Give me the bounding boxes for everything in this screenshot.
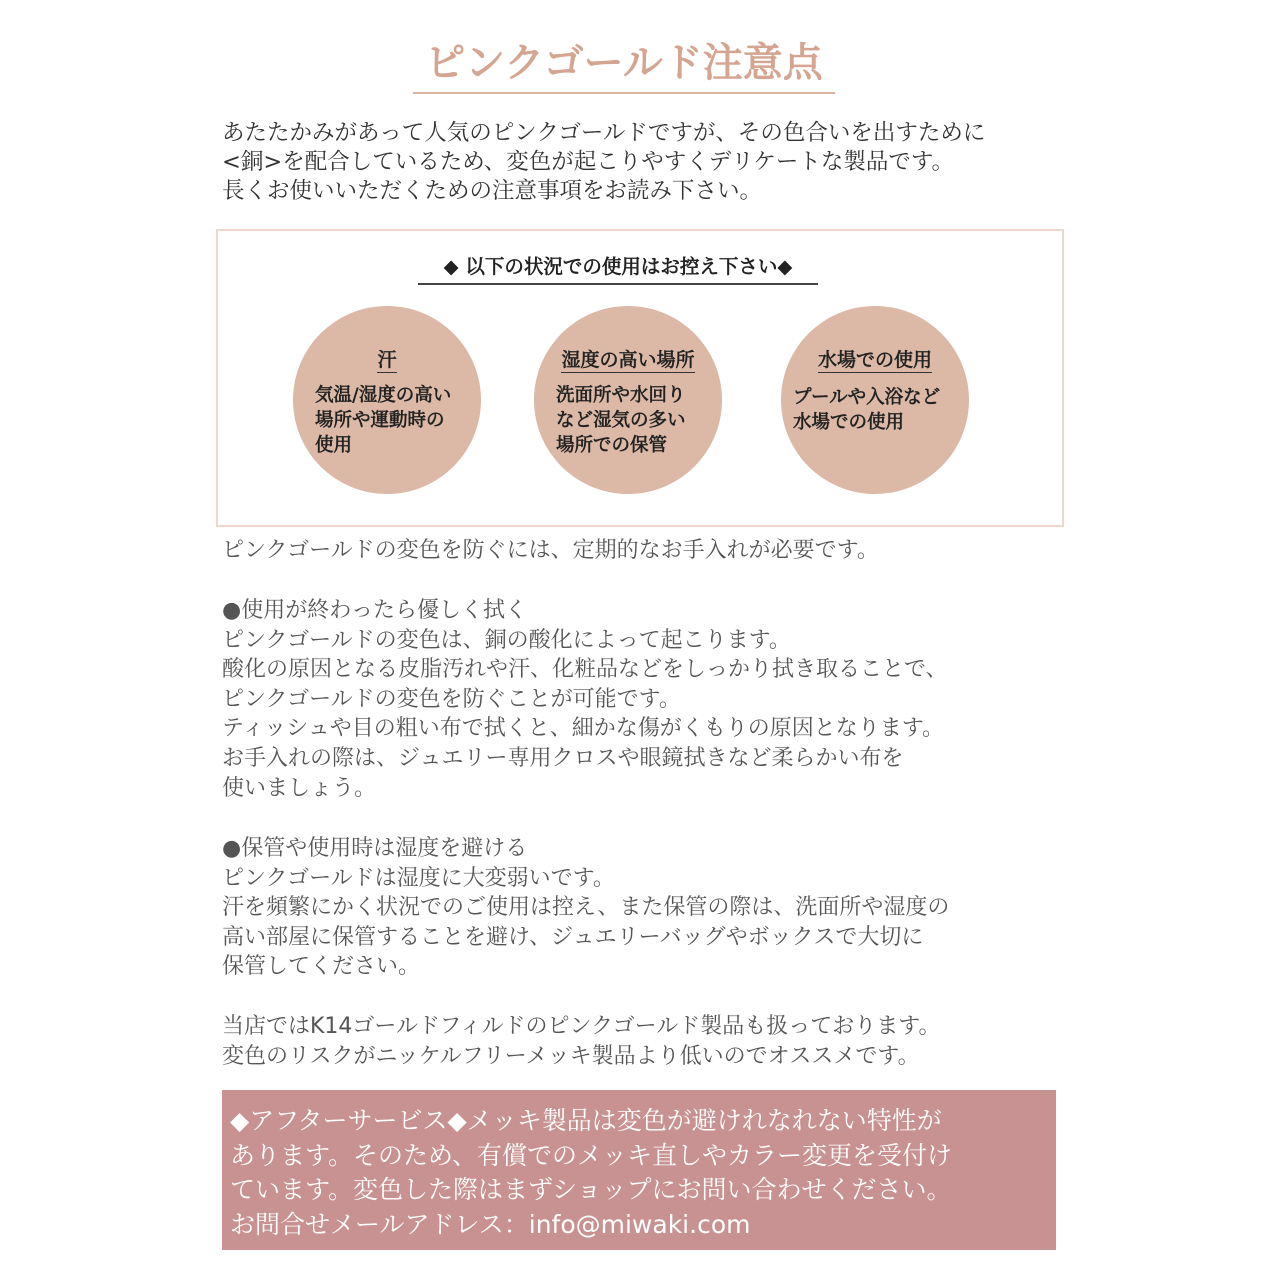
intro-paragraph — [222, 119, 1082, 206]
intro-line: 長くお使いいただくための注意事項をお読み下さい。 — [222, 178, 763, 204]
care-lead: ピンクゴールドの変色を防ぐには、定期的なお手入れが必要です。 — [222, 538, 879, 563]
caution-circle-water — [781, 306, 969, 494]
circle-text: 洗面所や水回り など湿気の多い 場所での保管 — [556, 385, 686, 456]
intro-line: <銅>を配合しているため、変色が起こりやすくデリケートな製品です。 — [222, 149, 955, 175]
page-title: ピンクゴールド注意点 — [413, 38, 835, 94]
caution-heading: ◆ 以下の状況での使用はお控え下さい◆ — [418, 253, 818, 285]
circle-title: 汗 — [377, 349, 397, 371]
after-service-box — [222, 1090, 1056, 1250]
circle-text: 気温/湿度の高い 場所や運動時の 使用 — [315, 385, 452, 456]
after-service-text: ◆アフターサービス◆メッキ製品は変色が避けれなれない特性が あります。そのため、有償でのメッキ直しやカラー変更を受付け ています。変色した際はまずショップにお問い合わせください。 お問合せメールアドレス：info@miwaki.com — [230, 1106, 953, 1239]
caution-circle-humidity — [534, 306, 722, 494]
circle-title: 水場での使用 — [817, 349, 932, 371]
intro-line: あたたかみがあって人気のピンクゴールドですが、その色合いを出すために — [222, 120, 986, 146]
circle-text: プールや入浴など 水場での使用 — [793, 387, 941, 433]
caution-box — [216, 229, 1064, 527]
circle-title: 湿度の高い場所 — [561, 349, 695, 371]
caution-circle-sweat — [293, 306, 481, 494]
care-section-humidity: ●保管や使用時は湿度を避ける ピンクゴールドは湿度に大変弱いです。 汗を頻繁にかく状況でのご使用は控え、また保管の際は、洗面所や湿度の 高い部屋に保管することを避け、ジュエリーバッグやボックスで大切に 保管してください。 — [222, 836, 950, 980]
care-recommend: 当店ではK14ゴールドフィルドのピンクゴールド製品も扱っております。 変色のリスクがニッケルフリーメッキ製品より低いのでオススメです。 — [222, 1014, 941, 1069]
care-section-wipe: ●使用が終わったら優しく拭く ピンクゴールドの変色は、銅の酸化によって起こります。 酸化の原因となる皮脂汚れや汗、化粧品などをしっかり拭き取ることで、 ピンクゴールドの変色を防ぐことが可能です。 ティッシュや目の粗い布で拭くと、細かな傷がくもりの原因となります。 お手入れの際は、ジュエリー専用クロスや眼鏡拭きなど柔らかい布を 使いましょう。 — [222, 598, 948, 801]
